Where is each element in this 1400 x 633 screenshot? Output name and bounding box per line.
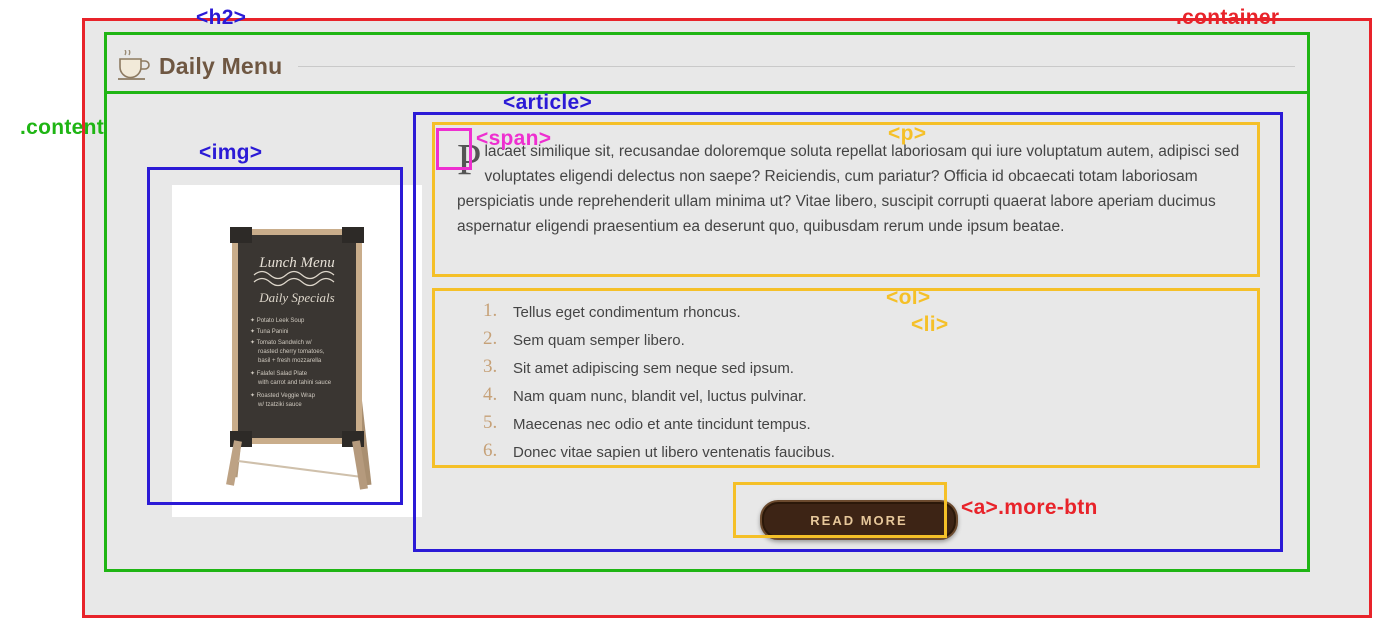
annotation-label-li: <li> [911,313,949,336]
svg-text:✦ Potato Leek Soup: ✦ Potato Leek Soup [250,318,305,324]
annotation-box-h2 [104,32,1310,94]
svg-text:basil + fresh mozzarella: basil + fresh mozzarella [258,358,322,364]
annotation-label-content: .content [20,116,105,139]
annotation-label-span: <span> [476,127,552,150]
annotation-box-span [436,128,472,170]
read-more-button[interactable]: READ MORE [760,500,958,540]
annotation-label-article: <article> [503,91,593,114]
annotation-box-ol [432,288,1260,468]
annotation-label-ol: <ol> [886,286,931,309]
annotation-box-img [147,167,403,505]
annotation-label-img: <img> [199,141,263,164]
drop-cap-span: P [457,135,482,184]
list-item: Tellus eget condimentum rhoncus. [513,304,741,321]
list-item: Maecenas nec odio et ante tincidunt tempus. [513,416,811,433]
annotation-label-container: .container [1176,6,1280,29]
svg-text:Lunch Menu: Lunch Menu [259,255,335,271]
svg-text:Daily Specials: Daily Specials [259,290,335,305]
annotation-box-more-btn [733,482,947,538]
svg-text:✦ Falafel Salad Plate: ✦ Falafel Salad Plate [250,371,308,377]
svg-text:✦ Roasted Veggie Wrap: ✦ Roasted Veggie Wrap [250,393,315,399]
annotation-label-more-btn: <a>.more-btn [961,496,1098,519]
annotation-label-h2: <h2> [196,6,247,29]
svg-text:w/ tzatziki sauce: w/ tzatziki sauce [258,402,302,408]
paragraph-text: lacaet similique sit, recusandae doloremque soluta repellat laboriosam qui iure voluptatum autem, adipisci sed voluptates eligendi delectus non saepe? Reiciendis, cum pariatur? Officia id obcaecati totam laboriosam perspiciatis unde reprehenderit ullam minima ut? Vitae libero, suscipit corrupti quaerat labore aperiam ducimus aspernatur eligendi praesentium ea deserunt quo, quibusdam rerum unde ipsum beatae. [457,143,1240,236]
annotation-label-p: <p> [888,122,927,145]
page-title: Daily Menu [159,52,283,79]
list-item: Sem quam semper libero. [513,332,685,349]
svg-text:✦ Tuna Panini: ✦ Tuna Panini [250,329,289,335]
svg-text:roasted cherry tomatoes,: roasted cherry tomatoes, [258,349,325,355]
list-item: Sit amet adipiscing sem neque sed ipsum. [513,360,794,377]
svg-text:✦ Tomato Sandwich w/: ✦ Tomato Sandwich w/ [250,340,312,346]
list-item: Nam quam nunc, blandit vel, luctus pulvinar. [513,388,807,405]
list-item: Donec vitae sapien ut libero ventenatis faucibus. [513,444,835,461]
svg-text:with carrot and tahini sauce: with carrot and tahini sauce [258,380,332,386]
annotation-box-p [432,122,1260,277]
